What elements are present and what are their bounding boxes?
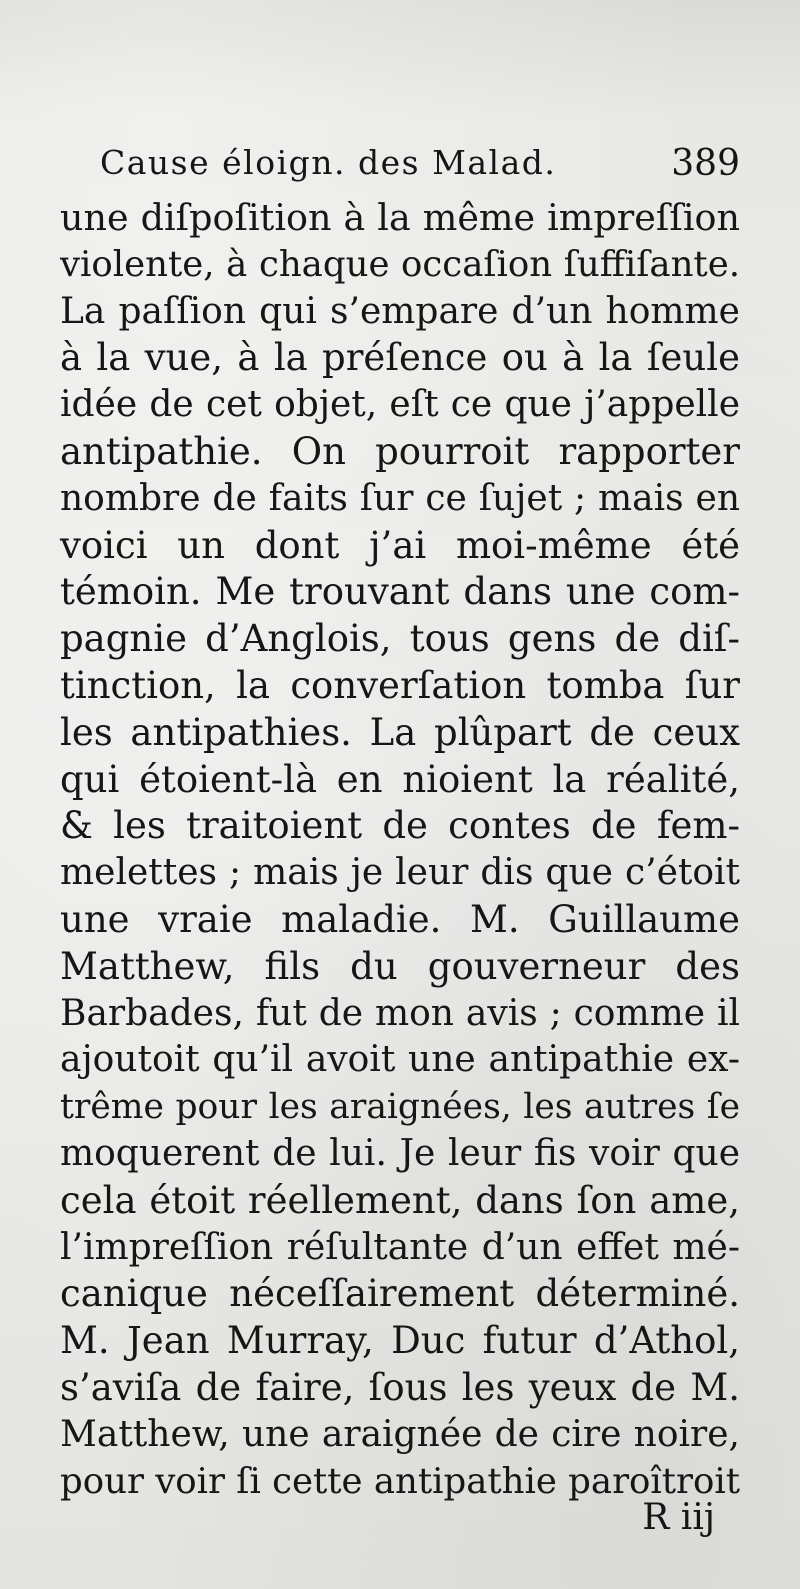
running-head: Cause éloign. des Malad. — [100, 143, 557, 182]
text-line: antipathie. On pourroit rapporter — [60, 429, 740, 473]
text-line: s’aviſa de faire, ſous les yeux de M. — [60, 1365, 740, 1409]
text-line: les antipathies. La plûpart de ceux — [60, 710, 740, 754]
text-line: témoin. Me trouvant dans une com- — [60, 570, 740, 614]
text-line: voici un dont j’ai moi-même été — [60, 523, 740, 567]
text-line: La paſſion qui s’empare d’un homme — [60, 290, 740, 332]
page-number: 389 — [671, 143, 740, 184]
text-line: ajoutoit qu’il avoit une antipathie ex- — [60, 1039, 740, 1081]
text-line: l’impreſſion réſultante d’un effet mé- — [60, 1226, 740, 1268]
text-line: Matthew, une araignée de cire noire, — [60, 1413, 740, 1455]
text-line: nombre de faits ſur ce ſujet ; mais en — [60, 477, 740, 519]
body-text — [60, 195, 740, 1505]
text-line: pagnie d’Anglois, tous gens de diſ- — [60, 617, 740, 661]
text-line: idée de cet objet, eſt ce que j’appelle — [60, 384, 740, 426]
text-line: & les traitoient de contes de fem- — [60, 804, 740, 848]
page-header — [100, 143, 740, 193]
text-line: qui étoient-là en nioient la réalité, — [60, 757, 740, 801]
text-line: à la vue, à la préſence ou à la ſeule — [60, 336, 740, 380]
signature-mark: R iij — [642, 1497, 715, 1538]
text-line: moquerent de lui. Je leur fis voir que — [60, 1132, 740, 1174]
text-line: violente, à chaque occaſion ſuffiſante. — [60, 243, 740, 285]
text-line: pour voir ſi cette antipathie paroîtroit — [60, 1460, 740, 1502]
text-line: Matthew, fils du gouverneur des — [60, 944, 740, 988]
text-line: M. Jean Murray, Duc futur d’Athol, — [60, 1319, 740, 1363]
text-line: une diſpoſition à la même impreſſion — [60, 196, 740, 239]
text-line: canique néceſſairement déterminé. — [60, 1272, 740, 1316]
text-line: Barbades, fut de mon avis ; comme il — [60, 992, 740, 1034]
text-line: cela étoit réellement, dans ſon ame, — [60, 1178, 740, 1222]
text-line: trême pour les araignées, les autres ſe — [60, 1087, 740, 1128]
text-line: une vraie maladie. M. Guillaume — [60, 897, 740, 941]
text-line: tinction, la converſation tomba ſur — [60, 663, 740, 707]
text-line: melettes ; mais je leur dis que c’étoit — [60, 852, 740, 894]
